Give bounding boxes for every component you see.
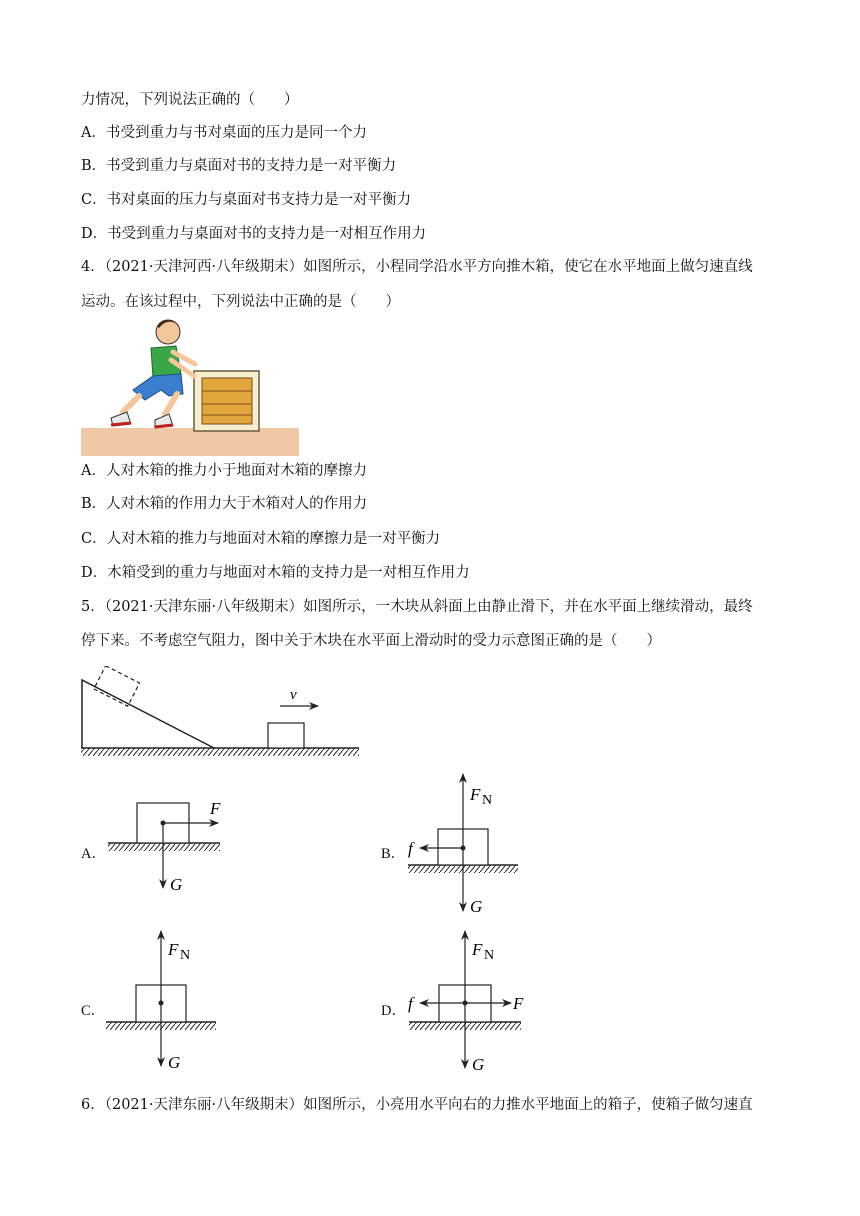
svg-text:F: F [513,994,524,1013]
q4-stem-line2: 运动。在该过程中，下列说法中正确的是（ ） [81,294,400,310]
velocity-label: v [290,687,297,703]
ground-strip [81,428,299,456]
svg-text:G: G [472,1055,485,1070]
svg-text:G: G [470,897,483,915]
svg-text:G: G [168,1053,181,1068]
q5-option-c-diagram [100,928,240,1068]
svg-text:F: F [472,940,483,959]
svg-text:F: F [470,785,481,804]
svg-text:N: N [482,793,493,808]
svg-text:N: N [180,948,191,963]
q3-option-b: B．书受到重力与桌面对书的支持力是一对平衡力 [81,158,397,174]
sliding-block [268,723,304,748]
q5-slope-diagram [78,666,363,762]
q5-stem-line2: 停下来。不考虑空气阻力，图中关于木块在水平面上滑动时的受力示意图正确的是（ ） [81,633,661,649]
q4-option-c: C．人对木箱的推力与地面对木箱的摩擦力是一对平衡力 [81,531,441,547]
q6-stem-line1: 6．（2021·天津东丽·八年级期末）如图所示，小亮用水平向右的力推水平地面上的箱子，使箱子做匀速直 [81,1097,753,1113]
q5-option-d-label: D． [381,1003,406,1019]
q5-option-a-diagram [100,790,240,900]
q4-option-a: A．人对木箱的推力小于地面对木箱的摩擦力 [81,463,367,479]
svg-text:f: f [408,994,413,1013]
q4-option-b: B．人对木箱的作用力大于木箱对人的作用力 [81,496,368,512]
ground-hatch [81,748,359,756]
svg-text:F: F [168,940,179,959]
q4-option-d: D．木箱受到的重力与地面对木箱的支持力是一对相互作用力 [81,565,470,581]
block-initial-dashed [94,666,140,706]
q5-option-b-label: B． [381,846,406,862]
q4-boy-pushing-crate-illustration [81,316,301,456]
q3-option-c: C．书对桌面的压力与桌面对书支持力是一对平衡力 [81,192,412,208]
q3-option-a: A．书受到重力与书对桌面的压力是同一个力 [81,125,367,141]
svg-text:F: F [210,799,221,818]
incline [82,680,214,748]
svg-text:N: N [484,948,495,963]
q3-stem-tail: 力情况，下列说法正确的（ ） [81,92,299,108]
q5-option-c-label: C． [81,1003,106,1019]
q3-option-d: D．书受到重力与桌面对书的支持力是一对相互作用力 [81,226,427,242]
q5-option-a-label: A． [81,846,106,862]
svg-text:G: G [170,875,183,894]
q5-option-b-diagram [400,770,540,915]
q5-option-d-diagram [400,928,550,1070]
q5-stem-line1: 5．（2021·天津东丽·八年级期末）如图所示，一木块从斜面上由静止滑下，并在水平面上继续滑动，最终 [81,599,753,615]
q4-stem-line1: 4．（2021·天津河西·八年级期末）如图所示，小程同学沿水平方向推木箱，使它在水平地面上做匀速直线 [81,259,753,275]
svg-text:f: f [408,839,413,858]
